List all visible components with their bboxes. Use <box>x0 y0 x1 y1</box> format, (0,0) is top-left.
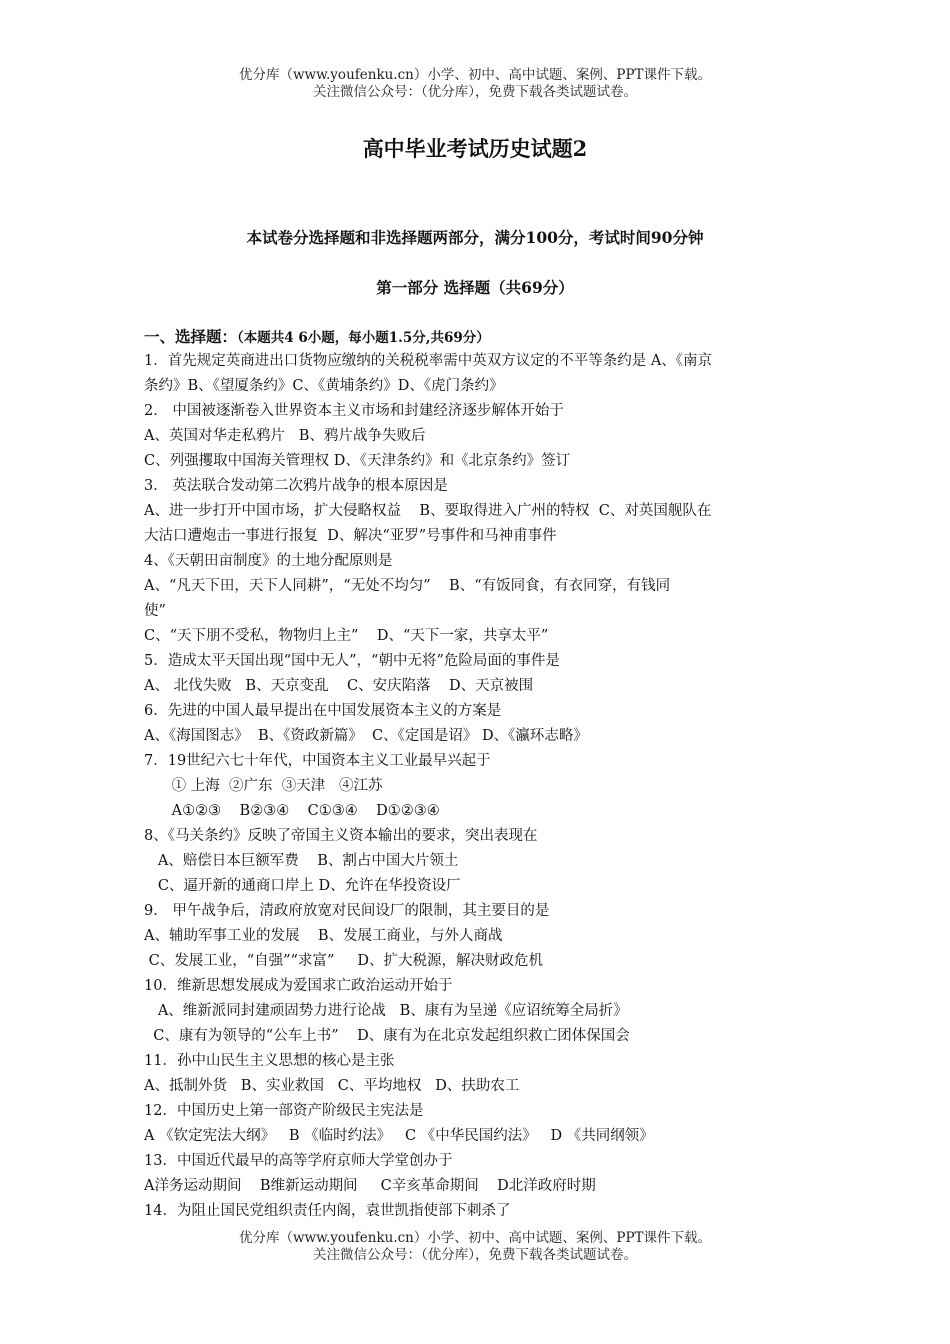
question-line: 7．19世纪六七十年代，中国资本主义工业最早兴起于 <box>144 753 491 769</box>
question-line: A、进一步打开中国市场，扩大侵略权益 B、要取得进入广州的特权 C、对英国舰队在 <box>144 503 712 519</box>
question-line: 12．中国历史上第一部资产阶级民主宪法是 <box>144 1103 424 1119</box>
question-line: 1．首先规定英商进出口货物应缴纳的关税税率需中英双方议定的不平等条约是 A、《南京 <box>144 353 713 369</box>
question-line: 3． 英法联合发动第二次鸦片战争的根本原因是 <box>144 478 448 494</box>
exam-intro: 本试卷分选择题和非选择题两部分，满分100分，考试时间90分钟 <box>246 228 704 247</box>
question-line: 6．先进的中国人最早提出在中国发展资本主义的方案是 <box>144 703 502 719</box>
header-line-1: 优分库（www.youfenku.cn）小学、初中、高中试题、案例、PPT课件下载。 <box>238 67 712 83</box>
question-line: A、 北伐失败 B、天京变乱 C、安庆陷落 D、天京被围 <box>144 678 534 694</box>
section-note: （本题共4 6小题，每小题1.5分,共69分） <box>237 330 490 346</box>
page-footer <box>0 1230 950 1264</box>
question-line: C、康有为领导的“公车上书” D、康有为在北京发起组织救亡团体保国会 <box>144 1028 630 1044</box>
question-line: ① 上海 ②广东 ③天津 ④江苏 <box>144 778 383 794</box>
question-line: A、赔偿日本巨额军费 B、割占中国大片领土 <box>144 853 459 869</box>
question-line: 2． 中国被逐渐卷入世界资本主义市场和封建经济逐步解体开始于 <box>144 403 564 419</box>
question-line: A、抵制外货 B、实业救国 C、平均地权 D、扶助农工 <box>144 1078 520 1094</box>
question-line: 4、《天朝田亩制度》的土地分配原则是 <box>144 553 393 569</box>
question-line: A、《海国图志》 B、《资政新篇》 C、《定国是诏》 D、《瀛环志略》 <box>144 728 588 744</box>
question-line: A、英国对华走私鸦片 B、鸦片战争失败后 <box>144 428 426 444</box>
question-lines <box>144 349 810 1224</box>
question-line: 11．孙中山民生主义思想的核心是主张 <box>144 1053 395 1069</box>
question-line: A、辅助军事工业的发展 B、发展工商业，与外人商战 <box>144 928 503 944</box>
question-line: C、逼开新的通商口岸上 D、允许在华投资设厂 <box>144 878 461 894</box>
footer-line-2: 关注微信公众号：（优分库），免费下载各类试题试卷。 <box>313 1247 637 1263</box>
question-line: C、“天下朋不受私，物物归上主” D、“天下一家，共享太平” <box>144 628 549 644</box>
footer-line-1: 优分库（www.youfenku.cn）小学、初中、高中试题、案例、PPT课件下载。 <box>238 1230 712 1246</box>
question-line: 14．为阻止国民党组织责任内阁，袁世凯指使部下刺杀了 <box>144 1203 511 1219</box>
question-line: C、列强攫取中国海关管理权 D、《天津条约》和《北京条约》签订 <box>144 453 571 469</box>
question-line: A、维新派同封建顽固势力进行论战 B、康有为呈递《应诏统筹全局折》 <box>144 1003 628 1019</box>
question-line: A①②③ B②③④ C①③④ D①②③④ <box>144 803 440 819</box>
page-header <box>0 67 950 101</box>
question-line: 13．中国近代最早的高等学府京师大学堂创办于 <box>144 1153 453 1169</box>
section-label: 一、选择题： <box>144 327 238 346</box>
question-line: 使” <box>144 603 166 619</box>
question-line: 5．造成太平天国出现“国中无人”，“朝中无将”危险局面的事件是 <box>144 653 560 669</box>
question-line: 大沽口遭炮击一事进行报复 D、解决“亚罗”号事件和马神甫事件 <box>144 528 557 544</box>
section-heading <box>144 324 810 349</box>
question-line: 10．维新思想发展成为爱国求亡政治运动开始于 <box>144 978 453 994</box>
question-list <box>144 324 810 1224</box>
part-title: 第一部分 选择题（共69分） <box>376 278 574 297</box>
question-line: A洋务运动期间 B维新运动期间 C辛亥革命期间 D北洋政府时期 <box>144 1178 596 1194</box>
question-line: 9． 甲午战争后，清政府放宽对民间设厂的限制，其主要目的是 <box>144 903 550 919</box>
question-line: A 《钦定宪法大纲》 B 《临时约法》 C 《中华民国约法》 D 《共同纲领》 <box>144 1128 654 1144</box>
question-line: 条约》B、《望厦条约》C、《黄埔条约》D、《虎门条约》 <box>144 378 504 394</box>
page-title: 高中毕业考试历史试题2 <box>362 136 588 161</box>
header-line-2: 关注微信公众号：（优分库），免费下载各类试题试卷。 <box>313 84 637 100</box>
question-line: C、发展工业，“自强”“求富” D、扩大税源，解决财政危机 <box>144 953 544 969</box>
question-line: 8、《马关条约》反映了帝国主义资本输出的要求，突出表现在 <box>144 828 538 844</box>
question-line: A、“凡天下田，天下人同耕”，“无处不均匀” B、“有饭同食，有衣同穿，有钱同 <box>144 578 671 594</box>
